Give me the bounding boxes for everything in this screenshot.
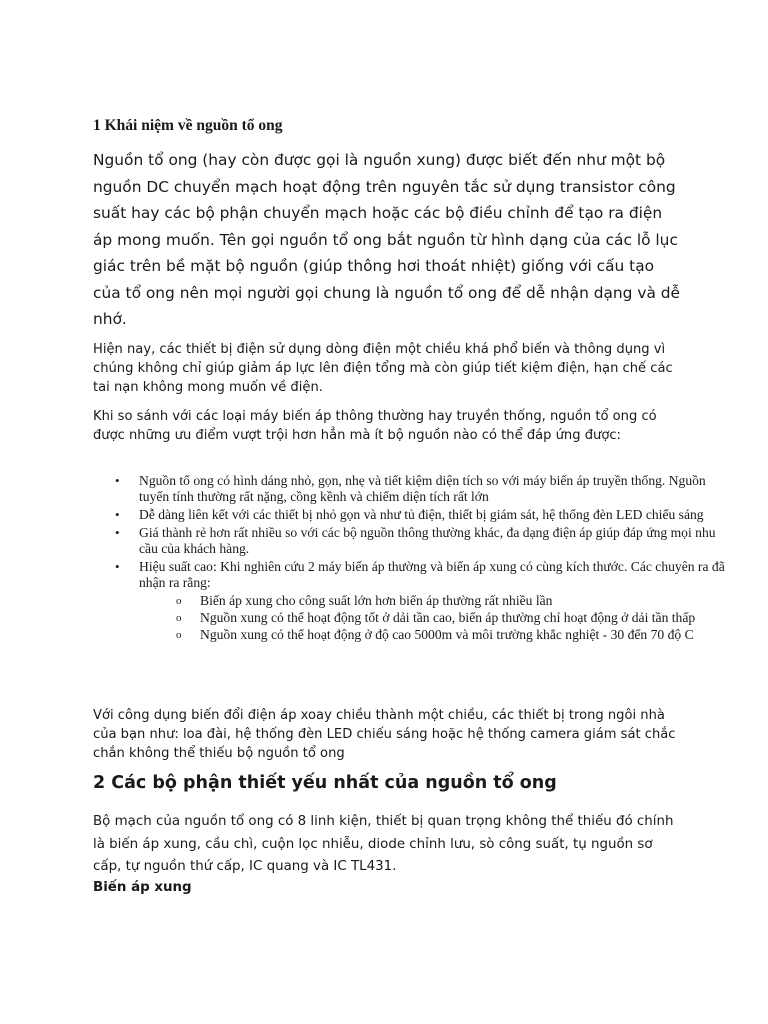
paragraph-usage: Với công dụng biến đổi điện áp xoay chiều thành một chiều, các thiết bị trong ngôi nhà của bạn như: loa đài, hệ thống đèn LED chiếu sáng hoặc hệ thống camera giám sát chắc chắn không thể thiếu bộ nguồn tổ ong <box>93 708 676 761</box>
efficiency-sublist <box>139 593 729 643</box>
section-1-heading: 1 Khái niệm về nguồn tổ ong <box>93 117 283 134</box>
paragraph-comparison: Khi so sánh với các loại máy biến áp thông thường hay truyền thống, nguồn tổ ong có được những ưu điểm vượt trội hơn hẳn mà ít bộ nguồn nào có thể đáp ứng được: <box>93 409 657 443</box>
section-2-heading: 2 Các bộ phận thiết yếu nhất của nguồn tổ ong <box>93 773 557 793</box>
list-item-efficiency <box>139 559 729 643</box>
list-item-text: Hiệu suất cao: Khi nghiên cứu 2 máy biến áp thường và biến áp xung có cùng kích thước. Các chuyên ra đã nhận ra rằng: <box>139 559 725 590</box>
advantages-list <box>93 473 729 645</box>
list-item: • Dễ dàng liên kết với các thiết bị nhỏ gọn và như tủ điện, thiết bị giám sát, hệ thống đèn LED chiếu sáng <box>139 507 729 523</box>
sub-list-item: o Nguồn xung có thể hoạt động ở độ cao 5000m và môi trường khắc nghiệt - 30 đến 70 độ C <box>200 627 729 643</box>
list-item: • Nguồn tổ ong có hình dáng nhỏ, gọn, nhẹ và tiết kiệm diện tích so với máy biến áp truyền thống. Nguồn tuyến tính thường rất nặng, cồng kềnh và chiếm diện tích rất lớn <box>139 473 729 505</box>
sub-list-item: o Biến áp xung cho công suất lớn hơn biến áp thường rất nhiều lần <box>200 593 729 609</box>
subheading-transformer: Biến áp xung <box>93 880 192 895</box>
paragraph-components: Bộ mạch của nguồn tổ ong có 8 linh kiện, thiết bị quan trọng không thể thiếu đó chính là biến áp xung, cầu chì, cuộn lọc nhiễu, diode chỉnh lưu, sò công suất, tụ nguồn sơ cấp, tự nguồn thứ cấp, IC quang và IC TL431. <box>93 814 674 874</box>
intro-paragraph: Nguồn tổ ong (hay còn được gọi là nguồn xung) được biết đến như một bộ nguồn DC chuyển mạch hoạt động trên nguyên tắc sử dụng transistor công suất hay các bộ phận chuyển mạch hoặc các bộ điều chỉnh để tạo ra điện áp mong muốn. Tên gọi nguồn tổ ong bắt nguồn từ hình dạng của các lỗ lục giác trên bề mặt bộ nguồn (giúp thông hơi thoát nhiệt) giống với cấu tạo của tổ ong nên mọi người gọi chung là nguồn tổ ong để dễ nhận dạng và dễ nhớ. <box>93 151 681 328</box>
paragraph-current-usage: Hiện nay, các thiết bị điện sử dụng dòng điện một chiều khá phổ biến và thông dụng vì chúng không chỉ giúp giảm áp lực lên điện tổng mà còn giúp tiết kiệm điện, hạn chế các tai nạn không mong muốn về điện. <box>93 342 673 395</box>
list-item: • Giá thành rẻ hơn rất nhiều so với các bộ nguồn thông thường khác, đa dạng điện áp giúp đáp ứng mọi nhu cầu của khách hàng. <box>139 525 729 557</box>
sub-list-item: o Nguồn xung có thể hoạt động tốt ở dải tần cao, biến áp thường chỉ hoạt động ở dải tần thấp <box>200 610 729 626</box>
